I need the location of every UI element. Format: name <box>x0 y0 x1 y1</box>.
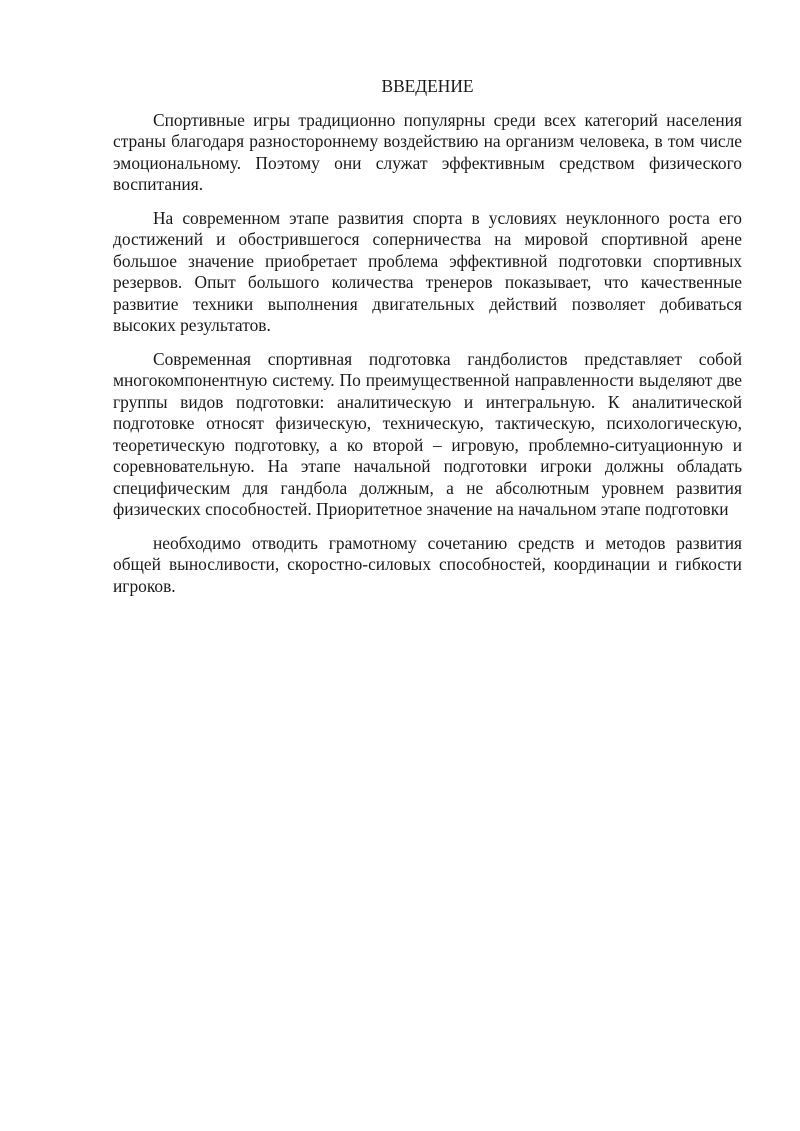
paragraph-endurance: необходимо отводить грамотному сочетанию средств и методов развития общей выносливости, скоростно-силовых способностей, координации и гибкости игроков. <box>113 532 742 596</box>
document-title: ВВЕДЕНИЕ <box>381 76 474 96</box>
paragraph-intro: Спортивные игры традиционно популярны среди всех категорий населения страны благодаря разностороннему воздействию на организм человека, в том числе эмоциональному. Поэтому они служат эффективным средством физического воспитания. <box>113 109 742 194</box>
document-page <box>113 76 742 609</box>
paragraph-training-system: Современная спортивная подготовка гандболистов представляет собой многокомпонентную систему. По преимущественной направленности выделяют две группы видов подготовки: аналитическую и интегральную. К аналитической подготовке относят физическую, техническую, тактическую, психологическую, теоретическую подготовку, а ко второй – игровую, проблемно-ситуационную и соревновательную. На этапе начальной подготовки игроки должны обладать специфическим для гандбола должным, а не абсолютным уровнем развития физических способностей. Приоритетное значение на начальном этапе подготовки <box>113 348 742 519</box>
paragraph-modern-stage: На современном этапе развития спорта в условиях неуклонного роста его достижений и обострившегося соперничества на мировой спортивной арене большое значение приобретает проблема эффективной подготовки спортивных резервов. Опыт большого количества тренеров показывает, что качественные развитие техники выполнения двигательных действий позволяет добиваться высоких результатов. <box>113 207 742 335</box>
